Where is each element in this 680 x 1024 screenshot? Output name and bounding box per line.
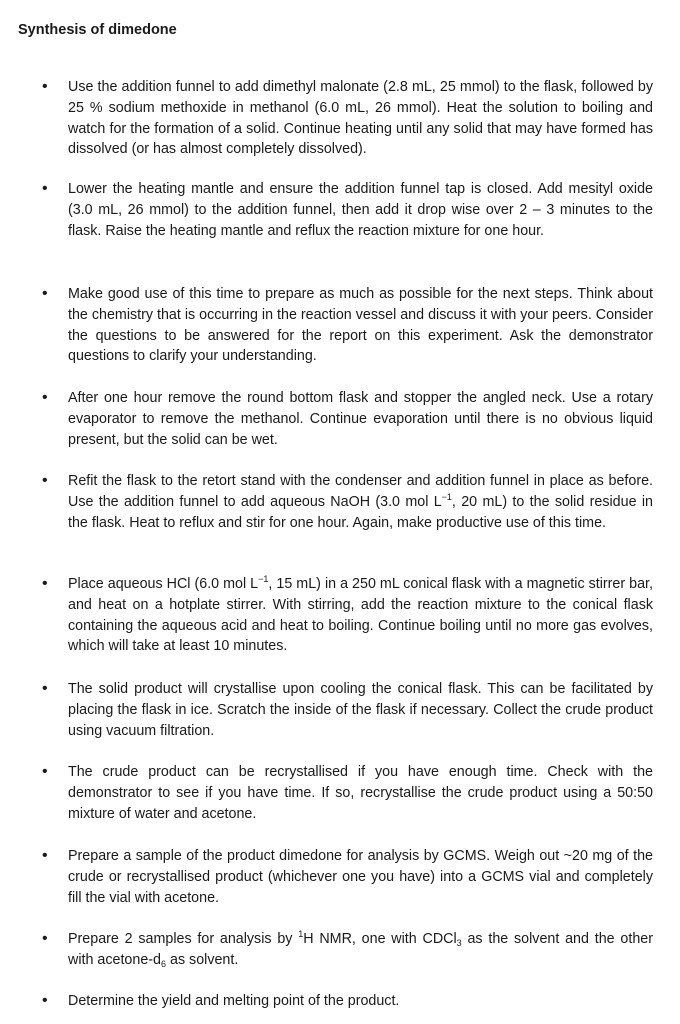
list-item: • Place aqueous HCl (6.0 mol $L^{-1}$, 15 mL) in a 250 mL conical flask with a magnetic stirrer bar, and heat on a hotplate stirrer. With stirring, add the reaction mixture to the conical flask containing the aqueous acid and heat to boiling. Continue boiling until no more gas evolves, which will take at least 10 minutes. — [68, 574, 653, 657]
list-item: • Use the addition funnel to add dimethyl malonate (2.8 mL, 25 mmol) to the flask, followed by 25 % sodium methoxide in methanol (6.0 mL, 26 mmol). Heat the solution to boiling and watch for the formation of a solid. Continue heating until any solid that may have formed has dissolved (or has almost completely dissolved). — [68, 77, 653, 160]
list-item: • Lower the heating mantle and ensure the addition funnel tap is closed. Add mesityl oxide (3.0 mL, 26 mmol) to the addition funnel, then add it drop wise over 2 – 3 minutes to the flask. Raise the heating mantle and reflux the reaction mixture for one hour. — [68, 179, 653, 241]
list-item: • Determine the yield and melting point of the product. — [68, 991, 653, 1012]
list-item: • Prepare a sample of the product dimedone for analysis by GCMS. Weigh out ~20 mg of the crude or recrystallised product (whichever one you have) into a GCMS vial and completely fill the vial with acetone. — [68, 846, 653, 908]
list-item: • The crude product can be recrystallised if you have enough time. Check with the demonstrator to see if you have time. If so, recrystallise the crude product using a 50:50 mixture of water and acetone. — [68, 762, 653, 824]
page-title: Synthesis of dimedone — [18, 22, 177, 38]
list-item: • Refit the flask to the retort stand with the condenser and addition funnel in place as before. Use the addition funnel to add aqueous NaOH (3.0 mol $L^{-1}$, 20 mL) to the solid residue in the flask. Heat to reflux and stir for one hour. Again, make productive use of this time. — [68, 471, 653, 533]
list-item: • The solid product will crystallise upon cooling the conical flask. This can be facilitated by placing the flask in ice. Scratch the inside of the flask if necessary. Collect the crude product using vacuum filtration. — [68, 679, 653, 741]
list-item: • After one hour remove the round bottom flask and stopper the angled neck. Use a rotary evaporator to remove the methanol. Continue evaporation until there is no obvious liquid present, but the solid can be wet. — [68, 388, 653, 450]
list-item: • Prepare 2 samples for analysis by $^1$H NMR, one with CDCl$_3$ as the solvent and the other with acetone-$d_6$ as solvent. — [68, 929, 653, 971]
list-item: • Make good use of this time to prepare as much as possible for the next steps. Think about the chemistry that is occurring in the reaction vessel and discuss it with your peers. Consider the questions to be answered for the report on this experiment. Ask the demonstrator questions to clarify your understanding. — [68, 284, 653, 367]
